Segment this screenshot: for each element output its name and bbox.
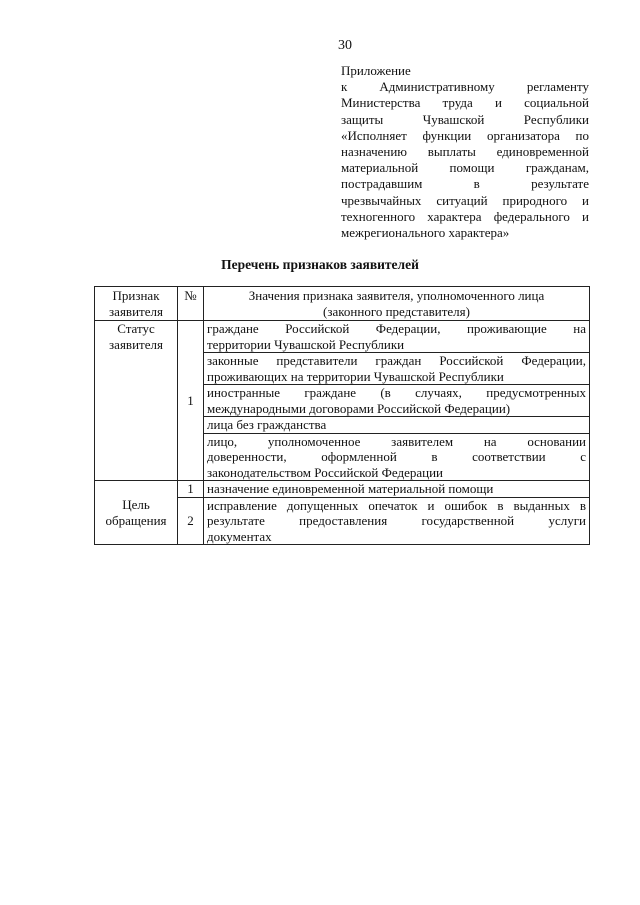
header-feature: Признак заявителя: [95, 287, 178, 321]
number-cell: 2: [178, 497, 204, 545]
appendix-line: техногенного характера федерального и: [341, 208, 589, 224]
value-cell: назначение единовременной материальной помощи: [204, 481, 590, 498]
appendix-line: межрегионального характера»: [341, 225, 510, 241]
value-cell: граждане Российской Федерации, проживающие на территории Чувашской Республики: [204, 321, 590, 353]
number-cell: 1: [178, 321, 204, 481]
appendix-block: [341, 63, 589, 241]
number-cell: 1: [178, 481, 204, 498]
appendix-line: Министерства труда и социальной: [341, 95, 589, 111]
page-number: 30: [338, 38, 352, 53]
table-row: [95, 481, 590, 498]
appendix-line: Приложение: [341, 63, 411, 78]
feature-cell-purpose: Цель обращения: [95, 481, 178, 545]
value-cell: лица без гражданства: [204, 417, 590, 434]
value-cell: законные представители граждан Российской Федерации, проживающих на территории Чувашской Республики: [204, 353, 590, 385]
appendix-line: чрезвычайных ситуаций природного и: [341, 192, 589, 208]
appendix-line: назначению выплаты единовременной: [341, 144, 589, 160]
appendix-line: «Исполняет функции организатора по: [341, 127, 589, 143]
appendix-line: к Административному регламенту: [341, 79, 589, 95]
value-cell: лицо, уполномоченное заявителем на основании доверенности, оформленной в соответствии с законодательством Российской Федерации: [204, 433, 590, 481]
table-header-row: [95, 287, 590, 321]
header-values: Значения признака заявителя, уполномоченного лица (законного представителя): [204, 287, 590, 321]
value-cell: иностранные граждане (в случаях, предусмотренных международными договорами Российской Федерации): [204, 385, 590, 417]
appendix-line: материальной помощи гражданам,: [341, 160, 589, 176]
value-cell: исправление допущенных опечаток и ошибок в выданных в результате предоставления государственной услуги документах: [204, 497, 590, 545]
appendix-line: пострадавшим в результате: [341, 176, 589, 192]
page-title: Перечень признаков заявителей: [221, 257, 419, 272]
applicant-features-table: [94, 286, 590, 545]
header-number: №: [178, 287, 204, 321]
feature-cell-status: Статус заявителя: [95, 321, 178, 481]
table-row: [95, 321, 590, 353]
appendix-line: защиты Чувашской Республики: [341, 111, 589, 127]
